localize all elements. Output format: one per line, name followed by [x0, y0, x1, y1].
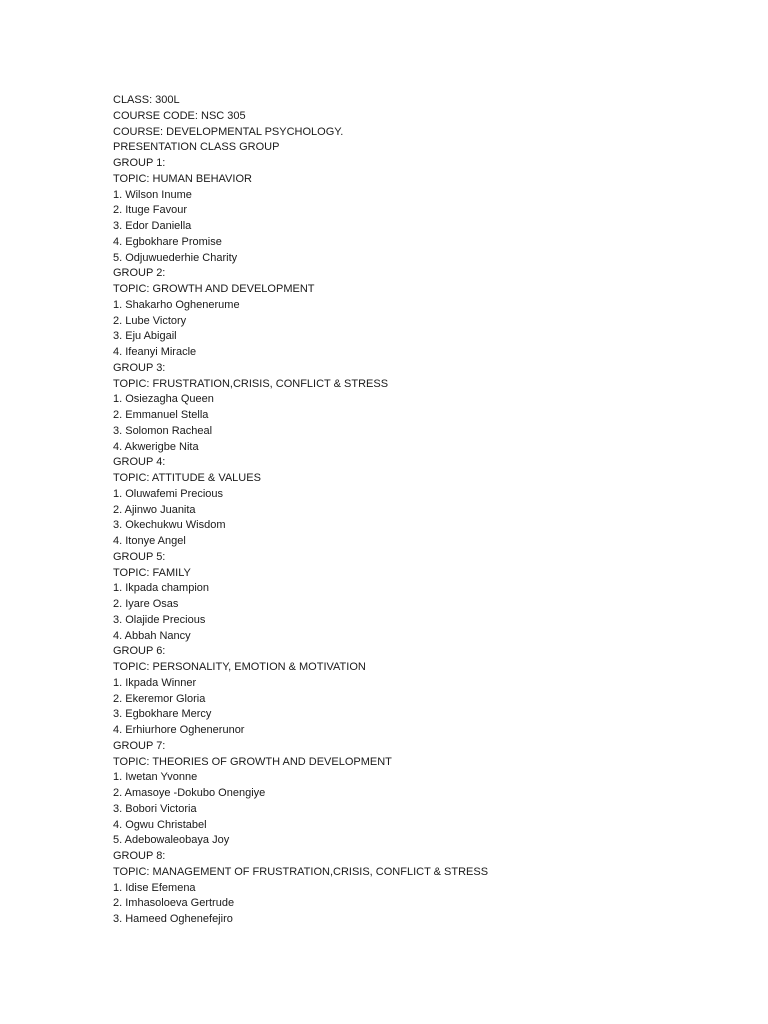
group-heading: GROUP 7:: [113, 739, 166, 752]
member-list-item: 2. Ekeremor Gloria: [113, 692, 206, 705]
group-heading: GROUP 5:: [113, 550, 166, 563]
member-list-item: 3. Hameed Oghenefejiro: [113, 913, 233, 925]
group-heading: GROUP 2:: [113, 267, 166, 280]
member-list-item: 2. Amasoye -Dokubo Onengiye: [113, 787, 266, 799]
member-list-item: 1. Ikpada champion: [113, 582, 210, 595]
group-heading: GROUP 6:: [113, 645, 166, 658]
group-topic: TOPIC: FRUSTRATION,CRISIS, CONFLICT & STRESS: [113, 377, 389, 390]
group-topic: TOPIC: FAMILY: [113, 566, 191, 579]
member-list-item: 4. Erhiurhore Oghenerunor: [113, 724, 245, 736]
group-heading: GROUP 1:: [113, 157, 166, 169]
member-list-item: 3. Okechukwu Wisdom: [113, 519, 226, 532]
member-list-item: 3. Eju Abigail: [113, 330, 177, 343]
member-list-item: 1. Wilson Inume: [113, 188, 192, 201]
member-list-item: 4. Akwerigbe Nita: [113, 440, 199, 453]
member-list-item: 4. Abbah Nancy: [113, 629, 191, 642]
member-list-item: 2. Emmanuel Stella: [113, 409, 209, 421]
member-list-item: 3. Solomon Racheal: [113, 424, 213, 437]
member-list-item: 1. Shakarho Oghenerume: [113, 298, 240, 311]
document-header-line: COURSE: DEVELOPMENTAL PSYCHOLOGY.: [113, 125, 344, 138]
member-list-item: 5. Adebowaleobaya Joy: [113, 834, 230, 847]
group-topic: TOPIC: THEORIES OF GROWTH AND DEVELOPMENT: [113, 755, 392, 768]
document-text: [113, 93, 488, 928]
member-list-item: 4. Itonye Angel: [113, 535, 186, 547]
group-heading: GROUP 4:: [113, 456, 166, 469]
member-list-item: 1. Idise Efemena: [113, 881, 196, 894]
member-list-item: 3. Olajide Precious: [113, 613, 206, 626]
member-list-item: 2. Iyare Osas: [113, 598, 179, 610]
member-list-item: 4. Ogwu Christabel: [113, 818, 207, 831]
group-topic: TOPIC: PERSONALITY, EMOTION & MOTIVATION: [113, 661, 366, 673]
member-list-item: 2. Ituge Favour: [113, 204, 187, 217]
document-header-line: PRESENTATION CLASS GROUP: [113, 141, 280, 154]
member-list-item: 1. Oluwafemi Precious: [113, 487, 224, 500]
document-header-line: COURSE CODE: NSC 305: [113, 109, 246, 122]
member-list-item: 2. Lube Victory: [113, 314, 187, 327]
member-list-item: 3. Bobori Victoria: [113, 802, 197, 815]
group-topic: TOPIC: ATTITUDE & VALUES: [113, 472, 261, 484]
member-list-item: 1. Ikpada Winner: [113, 676, 197, 689]
group-heading: GROUP 8:: [113, 850, 166, 862]
group-topic: TOPIC: GROWTH AND DEVELOPMENT: [113, 283, 315, 295]
member-list-item: 1. Iwetan Yvonne: [113, 771, 198, 784]
group-topic: TOPIC: HUMAN BEHAVIOR: [113, 172, 252, 185]
document-header-line: CLASS: 300L: [113, 94, 180, 106]
member-list-item: 2. Imhasoloeva Gertrude: [113, 897, 235, 910]
member-list-item: 3. Egbokhare Mercy: [113, 708, 212, 721]
member-list-item: 3. Edor Daniella: [113, 220, 192, 232]
member-list-item: 2. Ajinwo Juanita: [113, 503, 196, 516]
member-list-item: 5. Odjuwuederhie Charity: [113, 251, 238, 264]
group-heading: GROUP 3:: [113, 361, 166, 374]
member-list-item: 4. Ifeanyi Miracle: [113, 346, 197, 358]
member-list-item: 4. Egbokhare Promise: [113, 235, 222, 248]
member-list-item: 1. Osiezagha Queen: [113, 393, 214, 406]
group-topic: TOPIC: MANAGEMENT OF FRUSTRATION,CRISIS, CONFLICT & STRESS: [113, 865, 489, 878]
